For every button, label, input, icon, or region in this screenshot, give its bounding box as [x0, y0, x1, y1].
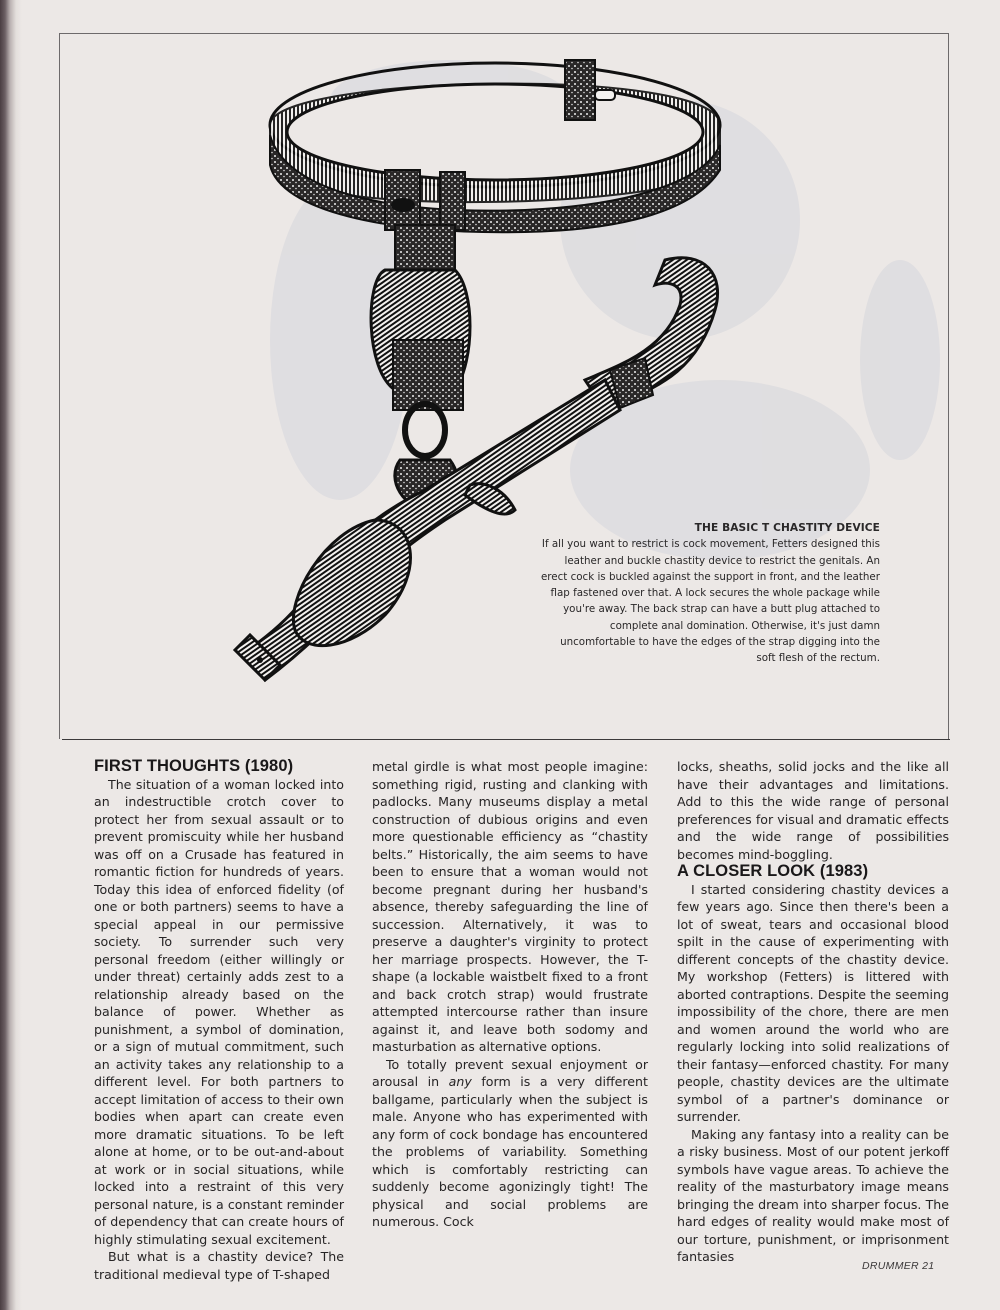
article-column-2: [372, 758, 648, 1231]
front-crotch-strap: [371, 225, 470, 510]
body-paragraph: Making any fantasy into a reality can be a risky business. Most of our potent jerkoff symbols have vague areas. To achieve the reality of the masturbatory image means bringing the dream into sharper focus. The hard edges of reality would make most of our torture, punishment, or imprisonment fantasies: [677, 1126, 949, 1264]
body-paragraph: metal girdle is what most people imagine: something rigid, rusting and clanking with padlocks. Many museums display a metal construction of dubious origins and even more questionable efficiency as “chastity belts.” Historically, the aim seems to have been to ensure that a woman would not become pregnant during her husband's absence, thereby safeguarding the line of succession. Alternatively, it was to preserve a daughter's virginity to protect her marriage prospects. However, the T-shape (a lockable waistbelt fixed to a front and back crotch strap) would frustrate attempted intercourse rather than insure against it, and leave both sodomy and masturbation as alternative options.: [372, 759, 648, 1054]
section-heading-closer-look: A CLOSER LOOK (1983): [677, 862, 869, 880]
page-spine-shadow: [0, 0, 22, 1310]
page-folio: DRUMMER 21: [862, 1260, 935, 1272]
caption-title: THE BASIC T CHASTITY DEVICE: [694, 522, 880, 534]
body-paragraph: But what is a chastity device? The traditional medieval type of T-shaped: [94, 1249, 344, 1282]
frame-bottom-rule: [62, 739, 950, 740]
body-text: form is a very different ballgame, particularly when the subject is male. Anyone who has experimented with any form of cock bondage has encountered the problems of variability. Something which is comfortably restricting can suddenly become agonizingly tight! The physical and social problems are numerous. Cock: [372, 1074, 648, 1229]
waist-belt: [270, 60, 720, 232]
section-heading-first-thoughts: FIRST THOUGHTS (1980): [94, 757, 294, 775]
article-column-3: [677, 758, 949, 1266]
body-paragraph: locks, sheaths, solid jocks and the like all have their advantages and limitations. Add to this the wide range of personal preferences for visual and dramatic effects and the wide range of possibilities becomes mind-boggling.: [677, 759, 949, 862]
illustration-caption: [540, 520, 880, 667]
article-column-1: [94, 758, 344, 1283]
emphasis-text: any: [448, 1074, 472, 1089]
caption-body: If all you want to restrict is cock movement, Fetters designed this leather and buckle chastity device to restrict the genitals. An erect cock is buckled against the support in front, and the leather flap fastened over that. A lock secures the whole package while you're away. The back strap can have a butt plug attached to complete anal domination. Otherwise, it's just damn uncomfortable to have the edges of the strap digging into the soft flesh of the rectum.: [540, 538, 880, 665]
body-text: To totally prevent sexual enjoyment or arousal in: [372, 1056, 648, 1089]
body-paragraph: I started considering chastity devices a few years ago. Since then there's been a lot of sweat, tears and occasional blood spilt in the cause of experimenting with different concepts of the chastity device. My workshop (Fetters) is littered with aborted contraptions. Despite the seeming impossibility of the chore, there are men and women around the world who are regularly locking into solid realizations of their fantasy—enforced chastity. For many people, chastity devices are the ultimate symbol of a partner's dominance or surrender.: [677, 881, 949, 1124]
body-paragraph: The situation of a woman locked into an indestructible crotch cover to protect her from sexual assault or to prevent promiscuity while her husband was off on a Crusade has featured in romantic fiction for hundreds of years. Today this idea of enforced fidelity (of one or both partners) seems to have a special appeal in our permissive society. To surrender such very personal freedom (either willingly or under threat) certainly adds zest to a relationship already based on the balance of power. Whether as punishment, a symbol of domination, or a sign of mutual commitment, such an activity takes any relationship to a different level. For both partners to accept limitation of access to their own bodies when apart can create even more dramatic situations. To be left alone at home, or to be out-and-about at work or in social situations, while locked into a restraint of this very personal nature, is a constant reminder of dependency that can create hours of highly stimulating sexual excitement.: [94, 776, 344, 1247]
body-paragraph: [372, 1056, 648, 1231]
